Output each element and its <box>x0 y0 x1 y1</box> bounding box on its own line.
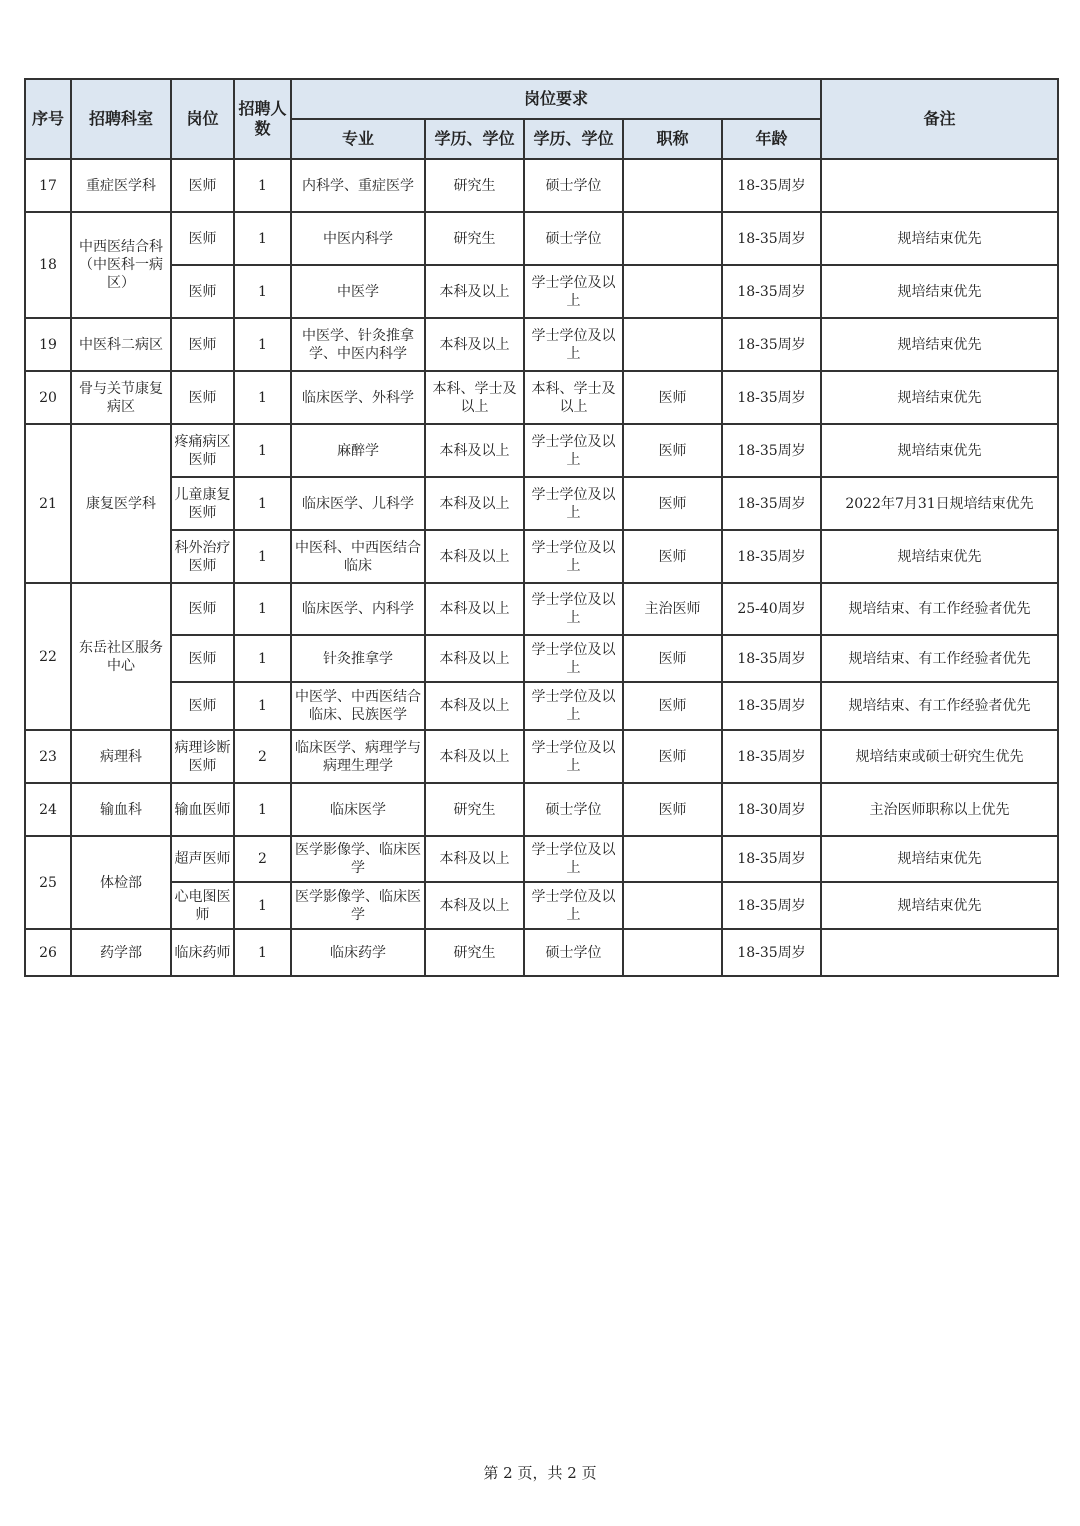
cell-major: 中医学、中西医结合临床、民族医学 <box>291 682 425 730</box>
cell-edu1: 本科及以上 <box>425 882 524 929</box>
cell-title: 医师 <box>623 477 722 530</box>
header-title: 职称 <box>623 119 722 159</box>
cell-major: 中医内科学 <box>291 212 425 265</box>
cell-edu2: 硕士学位 <box>524 212 623 265</box>
cell-remark: 主治医师职称以上优先 <box>821 783 1058 836</box>
header-major: 专业 <box>291 119 425 159</box>
cell-count: 1 <box>234 682 291 730</box>
cell-post: 儿童康复医师 <box>171 477 234 530</box>
table-header <box>25 79 1058 159</box>
cell-count: 2 <box>234 730 291 783</box>
header-post: 岗位 <box>171 79 234 159</box>
cell-title <box>623 265 722 318</box>
cell-post: 超声医师 <box>171 836 234 882</box>
cell-age: 25-40周岁 <box>722 583 821 635</box>
cell-major: 针灸推拿学 <box>291 635 425 682</box>
cell-edu2: 学士学位及以上 <box>524 836 623 882</box>
cell-major: 临床医学、内科学 <box>291 583 425 635</box>
cell-no: 19 <box>25 318 71 371</box>
cell-edu1: 本科及以上 <box>425 682 524 730</box>
cell-remark: 规培结束优先 <box>821 836 1058 882</box>
cell-edu2: 学士学位及以上 <box>524 682 623 730</box>
table-row <box>25 682 1058 730</box>
table-row <box>25 424 1058 477</box>
cell-post: 疼痛病区医师 <box>171 424 234 477</box>
cell-age: 18-35周岁 <box>722 836 821 882</box>
cell-age: 18-35周岁 <box>722 530 821 583</box>
cell-title <box>623 882 722 929</box>
cell-edu1: 本科及以上 <box>425 530 524 583</box>
cell-age: 18-35周岁 <box>722 929 821 976</box>
cell-edu2: 学士学位及以上 <box>524 265 623 318</box>
cell-edu2: 硕士学位 <box>524 929 623 976</box>
cell-age: 18-35周岁 <box>722 371 821 424</box>
table-row <box>25 836 1058 882</box>
table-row <box>25 318 1058 371</box>
cell-no: 20 <box>25 371 71 424</box>
cell-edu1: 本科及以上 <box>425 836 524 882</box>
cell-edu1: 本科及以上 <box>425 583 524 635</box>
cell-major: 中医科、中西医结合临床 <box>291 530 425 583</box>
cell-no: 23 <box>25 730 71 783</box>
cell-remark: 规培结束优先 <box>821 371 1058 424</box>
cell-no: 26 <box>25 929 71 976</box>
cell-title <box>623 929 722 976</box>
cell-post: 科外治疗医师 <box>171 530 234 583</box>
cell-post: 医师 <box>171 265 234 318</box>
cell-dept: 病理科 <box>71 730 171 783</box>
cell-count: 1 <box>234 265 291 318</box>
cell-post: 医师 <box>171 635 234 682</box>
cell-remark: 规培结束优先 <box>821 318 1058 371</box>
cell-title: 医师 <box>623 371 722 424</box>
cell-dept: 中西医结合科（中医科一病区） <box>71 212 171 318</box>
cell-edu1: 本科及以上 <box>425 477 524 530</box>
cell-post: 病理诊断医师 <box>171 730 234 783</box>
cell-post: 输血医师 <box>171 783 234 836</box>
cell-no: 22 <box>25 583 71 730</box>
cell-age: 18-35周岁 <box>722 635 821 682</box>
cell-title: 医师 <box>623 730 722 783</box>
cell-remark <box>821 159 1058 212</box>
cell-edu2: 学士学位及以上 <box>524 730 623 783</box>
cell-edu1: 本科及以上 <box>425 318 524 371</box>
cell-remark: 规培结束优先 <box>821 265 1058 318</box>
cell-major: 中医学 <box>291 265 425 318</box>
table-row <box>25 583 1058 635</box>
cell-dept: 输血科 <box>71 783 171 836</box>
cell-dept: 药学部 <box>71 929 171 976</box>
cell-title: 主治医师 <box>623 583 722 635</box>
cell-count: 1 <box>234 318 291 371</box>
cell-age: 18-35周岁 <box>722 159 821 212</box>
cell-major: 临床医学、外科学 <box>291 371 425 424</box>
cell-title <box>623 318 722 371</box>
header-age: 年龄 <box>722 119 821 159</box>
table-row <box>25 783 1058 836</box>
table-row <box>25 929 1058 976</box>
cell-count: 1 <box>234 783 291 836</box>
cell-count: 1 <box>234 159 291 212</box>
cell-dept: 东岳社区服务中心 <box>71 583 171 730</box>
cell-count: 2 <box>234 836 291 882</box>
cell-dept: 康复医学科 <box>71 424 171 583</box>
cell-no: 21 <box>25 424 71 583</box>
cell-remark: 2022年7月31日规培结束优先 <box>821 477 1058 530</box>
cell-edu2: 硕士学位 <box>524 159 623 212</box>
cell-edu1: 本科及以上 <box>425 635 524 682</box>
cell-major: 医学影像学、临床医学 <box>291 882 425 929</box>
cell-title <box>623 159 722 212</box>
cell-edu2: 学士学位及以上 <box>524 318 623 371</box>
table-row <box>25 882 1058 929</box>
cell-post: 医师 <box>171 583 234 635</box>
cell-remark: 规培结束、有工作经验者优先 <box>821 635 1058 682</box>
cell-title: 医师 <box>623 530 722 583</box>
cell-major: 临床医学、病理学与病理生理学 <box>291 730 425 783</box>
cell-post: 医师 <box>171 318 234 371</box>
cell-no: 25 <box>25 836 71 929</box>
cell-dept: 重症医学科 <box>71 159 171 212</box>
recruitment-table <box>24 78 1059 977</box>
table-body <box>25 159 1058 976</box>
cell-remark: 规培结束优先 <box>821 212 1058 265</box>
header-remark: 备注 <box>821 79 1058 159</box>
cell-edu2: 本科、学士及以上 <box>524 371 623 424</box>
cell-edu2: 学士学位及以上 <box>524 530 623 583</box>
cell-no: 24 <box>25 783 71 836</box>
cell-count: 1 <box>234 212 291 265</box>
cell-edu1: 本科、学士及以上 <box>425 371 524 424</box>
cell-major: 麻醉学 <box>291 424 425 477</box>
cell-post: 医师 <box>171 371 234 424</box>
cell-remark: 规培结束、有工作经验者优先 <box>821 583 1058 635</box>
cell-edu2: 学士学位及以上 <box>524 635 623 682</box>
cell-dept: 中医科二病区 <box>71 318 171 371</box>
header-no: 序号 <box>25 79 71 159</box>
table-row <box>25 530 1058 583</box>
cell-count: 1 <box>234 477 291 530</box>
cell-edu1: 本科及以上 <box>425 730 524 783</box>
header-dept: 招聘科室 <box>71 79 171 159</box>
cell-remark: 规培结束优先 <box>821 882 1058 929</box>
cell-remark: 规培结束或硕士研究生优先 <box>821 730 1058 783</box>
cell-no: 18 <box>25 212 71 318</box>
cell-major: 临床药学 <box>291 929 425 976</box>
cell-remark: 规培结束优先 <box>821 424 1058 477</box>
cell-age: 18-35周岁 <box>722 730 821 783</box>
cell-major: 临床医学、儿科学 <box>291 477 425 530</box>
cell-age: 18-30周岁 <box>722 783 821 836</box>
cell-age: 18-35周岁 <box>722 682 821 730</box>
cell-major: 医学影像学、临床医学 <box>291 836 425 882</box>
cell-no: 17 <box>25 159 71 212</box>
cell-remark <box>821 929 1058 976</box>
cell-remark: 规培结束、有工作经验者优先 <box>821 682 1058 730</box>
table-row <box>25 477 1058 530</box>
cell-edu1: 研究生 <box>425 159 524 212</box>
cell-major: 内科学、重症医学 <box>291 159 425 212</box>
cell-age: 18-35周岁 <box>722 318 821 371</box>
cell-age: 18-35周岁 <box>722 265 821 318</box>
cell-post: 心电图医师 <box>171 882 234 929</box>
header-requirements: 岗位要求 <box>291 79 821 119</box>
cell-edu1: 研究生 <box>425 783 524 836</box>
cell-count: 1 <box>234 635 291 682</box>
cell-age: 18-35周岁 <box>722 477 821 530</box>
cell-edu2: 学士学位及以上 <box>524 477 623 530</box>
cell-post: 临床药师 <box>171 929 234 976</box>
cell-edu1: 研究生 <box>425 212 524 265</box>
cell-count: 1 <box>234 371 291 424</box>
cell-edu1: 本科及以上 <box>425 265 524 318</box>
header-edu2: 学历、学位 <box>524 119 623 159</box>
cell-count: 1 <box>234 424 291 477</box>
cell-title: 医师 <box>623 682 722 730</box>
cell-dept: 体检部 <box>71 836 171 929</box>
cell-count: 1 <box>234 530 291 583</box>
table-row <box>25 635 1058 682</box>
header-edu1: 学历、学位 <box>425 119 524 159</box>
table-row <box>25 265 1058 318</box>
table-row <box>25 159 1058 212</box>
page-footer: 第 2 页，共 2 页 <box>483 1464 597 1482</box>
cell-title <box>623 212 722 265</box>
cell-count: 1 <box>234 929 291 976</box>
table-row <box>25 730 1058 783</box>
header-count: 招聘人数 <box>234 79 291 159</box>
cell-major: 临床医学 <box>291 783 425 836</box>
cell-edu2: 学士学位及以上 <box>524 424 623 477</box>
cell-edu1: 研究生 <box>425 929 524 976</box>
cell-post: 医师 <box>171 212 234 265</box>
cell-title: 医师 <box>623 783 722 836</box>
cell-title: 医师 <box>623 424 722 477</box>
cell-edu2: 学士学位及以上 <box>524 882 623 929</box>
cell-edu2: 硕士学位 <box>524 783 623 836</box>
cell-title: 医师 <box>623 635 722 682</box>
cell-title <box>623 836 722 882</box>
cell-major: 中医学、针灸推拿学、中医内科学 <box>291 318 425 371</box>
cell-age: 18-35周岁 <box>722 212 821 265</box>
cell-count: 1 <box>234 882 291 929</box>
cell-edu1: 本科及以上 <box>425 424 524 477</box>
table-row <box>25 371 1058 424</box>
table-row <box>25 212 1058 265</box>
cell-age: 18-35周岁 <box>722 424 821 477</box>
cell-remark: 规培结束优先 <box>821 530 1058 583</box>
cell-count: 1 <box>234 583 291 635</box>
cell-post: 医师 <box>171 159 234 212</box>
cell-dept: 骨与关节康复病区 <box>71 371 171 424</box>
cell-post: 医师 <box>171 682 234 730</box>
cell-edu2: 学士学位及以上 <box>524 583 623 635</box>
cell-age: 18-35周岁 <box>722 882 821 929</box>
